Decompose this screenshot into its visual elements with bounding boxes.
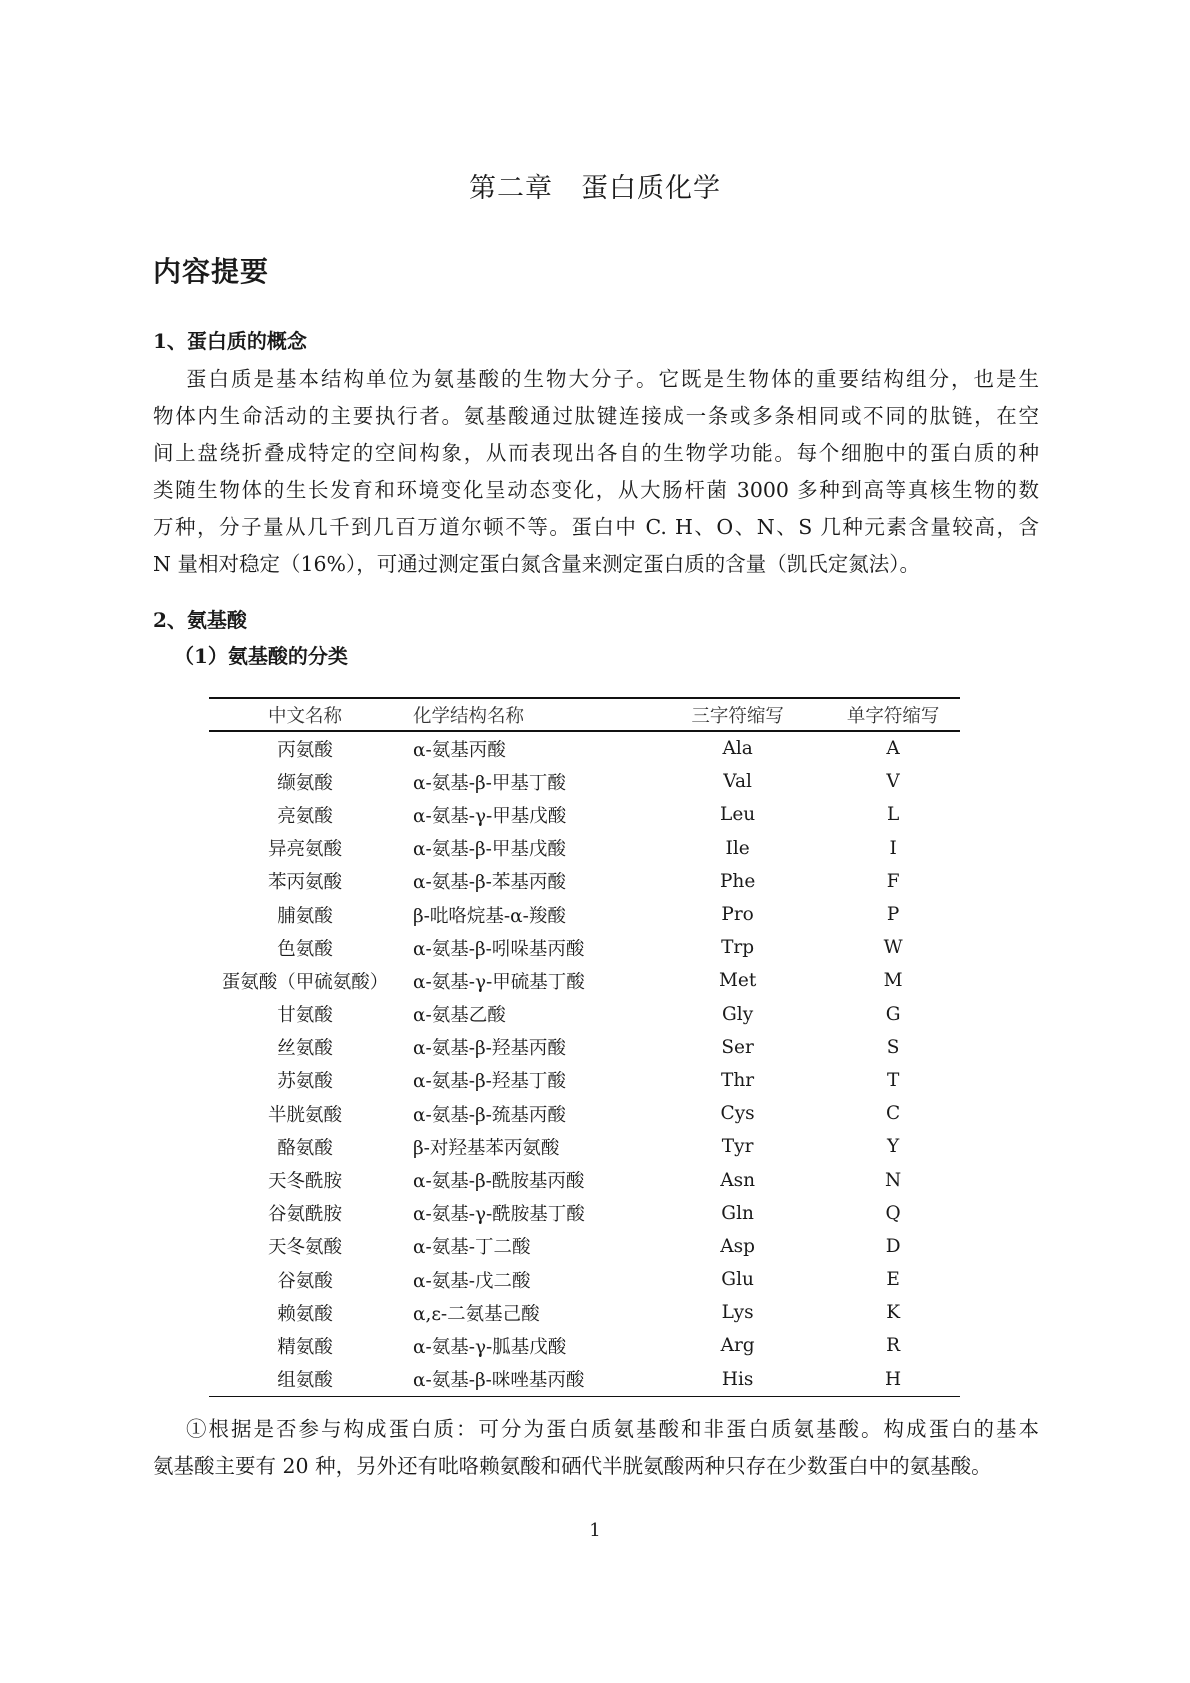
paragraph-line: 间上盘绕折叠成特定的空间构象，从而表现出各自的生物学功能。每个细胞中的蛋白质的种	[153, 441, 1039, 465]
cell-chinese-name: 亮氨酸	[277, 805, 333, 827]
cell-three-letter-code: Gln	[721, 1202, 754, 1224]
cell-chinese-name: 异亮氨酸	[267, 839, 342, 861]
cell-chemical-name: α-氨基-β-甲基戊酸	[412, 839, 566, 861]
cell-three-letter-code: Leu	[720, 804, 756, 826]
cell-chinese-name: 甘氨酸	[277, 1005, 333, 1027]
cell-chemical-name: α-氨基-β-苯基丙酸	[412, 872, 566, 894]
cell-chinese-name: 酪氨酸	[277, 1137, 333, 1159]
cell-chemical-name: α-氨基-β-羟基丁酸	[412, 1071, 566, 1093]
cell-three-letter-code: Glu	[721, 1269, 754, 1291]
table-row	[209, 798, 960, 831]
section-heading: 内容提要	[153, 255, 270, 288]
table-row	[209, 865, 960, 898]
table-row	[209, 1329, 960, 1362]
cell-chinese-name: 苯丙氨酸	[267, 872, 342, 894]
cell-chemical-name: α-氨基-丁二酸	[412, 1237, 531, 1259]
paragraph-line: 万种，分子量从几千到几百万道尔顿不等。蛋白中 C. H、O、N、S 几种元素含量较高，含	[153, 515, 1039, 539]
amino-acid-table	[209, 697, 960, 1397]
cell-three-letter-code: Pro	[721, 904, 754, 926]
cell-chinese-name: 苏氨酸	[277, 1071, 333, 1093]
cell-three-letter-code: Ala	[722, 738, 753, 760]
cell-one-letter-code: P	[886, 904, 900, 926]
table-row	[209, 1097, 960, 1130]
cell-chemical-name: α-氨基-γ-酰胺基丁酸	[412, 1204, 585, 1226]
cell-chinese-name: 丝氨酸	[277, 1038, 333, 1060]
cell-one-letter-code: C	[886, 1103, 901, 1125]
cell-one-letter-code: I	[889, 837, 897, 859]
cell-chinese-name: 丙氨酸	[277, 739, 333, 761]
table-row	[209, 1031, 960, 1064]
cell-one-letter-code: K	[886, 1302, 901, 1324]
table-row	[209, 1263, 960, 1296]
cell-chinese-name: 赖氨酸	[277, 1303, 333, 1325]
cell-chinese-name: 脯氨酸	[277, 905, 333, 927]
cell-chemical-name: β-吡咯烷基-α-羧酸	[412, 905, 566, 927]
cell-one-letter-code: D	[885, 1235, 901, 1257]
cell-chinese-name: 缬氨酸	[277, 772, 333, 794]
cell-chemical-name: α-氨基-γ-甲基戊酸	[412, 805, 567, 827]
paragraph-line: ①根据是否参与构成蛋白质：可分为蛋白质氨基酸和非蛋白质氨基酸。构成蛋白的基本	[186, 1417, 1039, 1441]
cell-one-letter-code: Y	[887, 1136, 900, 1158]
cell-three-letter-code: Tyr	[721, 1136, 754, 1158]
cell-chemical-name: α-氨基-γ-胍基戊酸	[412, 1336, 567, 1358]
table-row	[209, 1163, 960, 1196]
paragraph-line: 物体内生命活动的主要执行者。氨基酸通过肽键连接成一条或多条相同或不同的肽链，在空	[153, 404, 1039, 428]
cell-three-letter-code: Asn	[720, 1169, 755, 1191]
cell-three-letter-code: Met	[718, 970, 757, 992]
cell-one-letter-code: F	[886, 870, 900, 892]
table-row	[209, 964, 960, 997]
table-row	[209, 1296, 960, 1329]
cell-chinese-name: 谷氨酰胺	[267, 1204, 342, 1226]
cell-one-letter-code: E	[886, 1269, 900, 1291]
cell-chemical-name: α-氨基-γ-甲硫基丁酸	[412, 971, 585, 993]
cell-one-letter-code: G	[885, 1003, 901, 1025]
table-row	[209, 1197, 960, 1230]
table-row	[209, 1130, 960, 1163]
cell-chinese-name: 色氨酸	[277, 938, 333, 960]
cell-chemical-name: α-氨基乙酸	[412, 1005, 506, 1027]
paragraph-line: N 量相对稳定（16%），可通过测定蛋白氮含量来测定蛋白质的含量（凯氏定氮法）。	[153, 552, 921, 576]
cell-one-letter-code: H	[885, 1368, 902, 1390]
cell-chemical-name: β-对羟基苯丙氨酸	[412, 1137, 560, 1159]
cell-chinese-name: 谷氨酸	[277, 1270, 333, 1292]
table-row	[209, 931, 960, 964]
cell-three-letter-code: His	[721, 1368, 754, 1390]
cell-chemical-name: α-氨基-β-甲基丁酸	[412, 772, 566, 794]
cell-one-letter-code: M	[883, 970, 903, 992]
cell-one-letter-code: A	[886, 738, 900, 760]
cell-three-letter-code: Trp	[721, 937, 755, 959]
cell-chemical-name: α-氨基-β-咪唑基丙酸	[412, 1370, 585, 1392]
chapter-title: 第二章 蛋白质化学	[469, 173, 721, 204]
cell-chemical-name: α-氨基-β-羟基丙酸	[412, 1038, 566, 1060]
cell-chemical-name: α-氨基-戊二酸	[412, 1270, 531, 1292]
cell-one-letter-code: R	[886, 1335, 901, 1357]
heading-amino-acids: 2、氨基酸	[153, 608, 247, 632]
cell-three-letter-code: Phe	[719, 870, 756, 892]
cell-three-letter-code: Ser	[721, 1036, 754, 1058]
subheading-classification: （1）氨基酸的分类	[174, 644, 348, 668]
cell-chinese-name: 半胱氨酸	[267, 1104, 342, 1126]
cell-chinese-name: 天冬酰胺	[267, 1171, 342, 1193]
table-row	[209, 1230, 960, 1263]
table-row	[209, 898, 960, 931]
cell-one-letter-code: T	[886, 1069, 900, 1091]
cell-chemical-name: α-氨基-β-巯基丙酸	[412, 1104, 566, 1126]
page-number: 1	[589, 1520, 601, 1541]
cell-chinese-name: 天冬氨酸	[267, 1237, 342, 1259]
cell-one-letter-code: W	[883, 937, 903, 959]
table-header-row	[209, 698, 960, 731]
paragraph-line: 类随生物体的生长发育和环境变化呈动态变化，从大肠杆菌 3000 多种到高等真核生物的数	[153, 478, 1039, 502]
cell-three-letter-code: Thr	[721, 1069, 755, 1091]
cell-three-letter-code: Arg	[720, 1335, 755, 1357]
paragraph-line: 蛋白质是基本结构单位为氨基酸的生物大分子。它既是生物体的重要结构组分，也是生	[186, 367, 1039, 391]
heading-protein-concept: 1、蛋白质的概念	[153, 329, 307, 353]
table-row	[209, 1363, 960, 1397]
table-row	[209, 731, 960, 765]
cell-chinese-name: 蛋氨酸（甲硫氨酸）	[221, 971, 389, 993]
cell-chemical-name: α-氨基-β-吲哚基丙酸	[412, 938, 585, 960]
cell-three-letter-code: Ile	[725, 837, 750, 859]
cell-chemical-name: α-氨基-β-酰胺基丙酸	[412, 1171, 585, 1193]
cell-chemical-name: α,ε-二氨基己酸	[412, 1303, 540, 1325]
table-row	[209, 1064, 960, 1097]
cell-three-letter-code: Val	[723, 771, 752, 793]
cell-three-letter-code: Cys	[720, 1103, 755, 1125]
cell-three-letter-code: Gly	[722, 1003, 754, 1025]
column-header: 单字符缩写	[846, 705, 940, 727]
cell-chemical-name: α-氨基丙酸	[412, 739, 506, 761]
cell-chinese-name: 精氨酸	[277, 1336, 333, 1358]
cell-three-letter-code: Asp	[720, 1235, 755, 1257]
paragraph-line: 氨基酸主要有 20 种，另外还有吡咯赖氨酸和硒代半胱氨酸两种只存在少数蛋白中的氨基酸。	[153, 1454, 992, 1478]
table-row	[209, 765, 960, 798]
cell-one-letter-code: L	[886, 804, 900, 826]
cell-one-letter-code: S	[886, 1036, 900, 1058]
table-row	[209, 998, 960, 1031]
cell-one-letter-code: N	[885, 1169, 902, 1191]
cell-three-letter-code: Lys	[721, 1302, 754, 1324]
column-header: 化学结构名称	[412, 705, 524, 727]
cell-chinese-name: 组氨酸	[277, 1370, 333, 1392]
cell-one-letter-code: Q	[885, 1202, 901, 1224]
column-header: 中文名称	[267, 705, 342, 727]
cell-one-letter-code: V	[886, 771, 900, 793]
column-header: 三字符缩写	[691, 705, 784, 727]
table-row	[209, 832, 960, 865]
